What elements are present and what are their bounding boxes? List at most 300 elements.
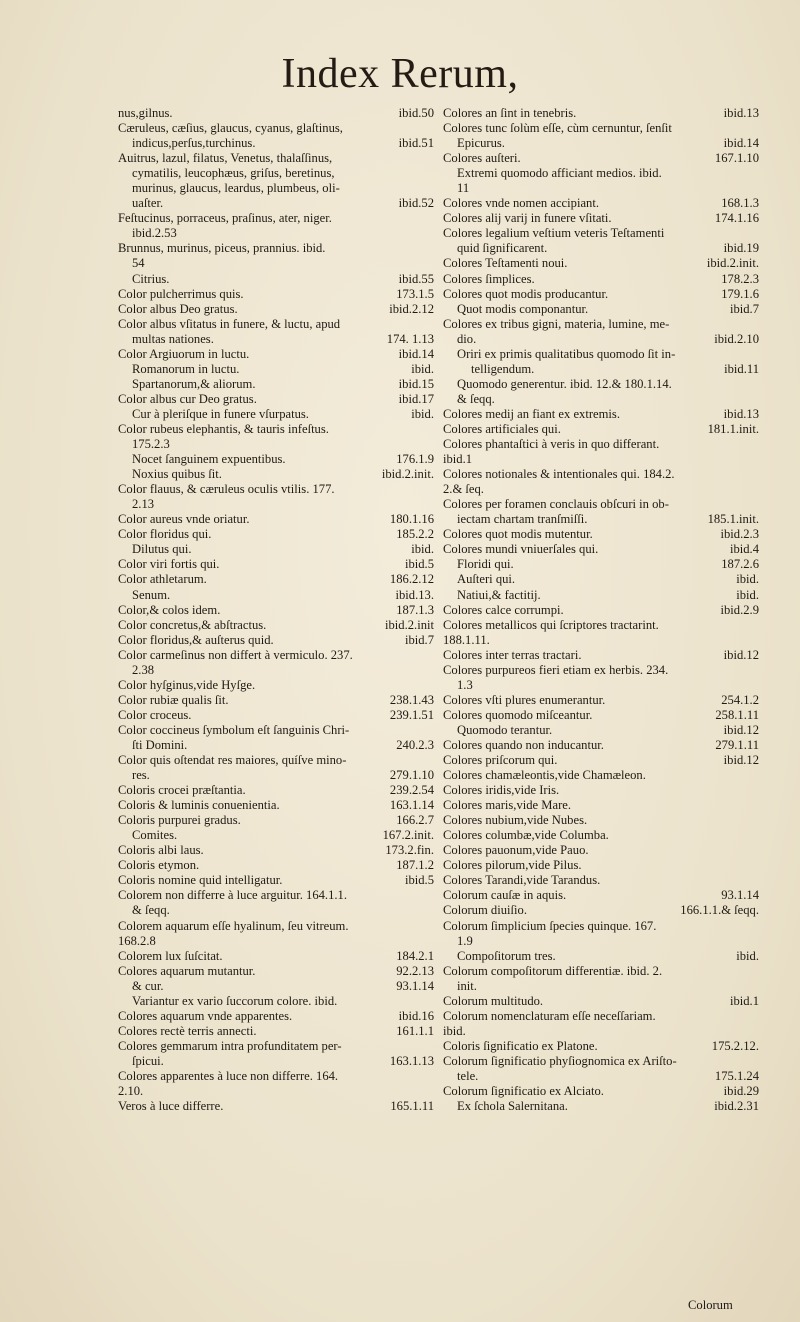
entry-text: Coloris crocei præſtantia. <box>118 783 246 798</box>
entry-text: Spartanorum,& aliorum. <box>132 376 256 391</box>
entry-reference: 176.1.9 <box>396 452 434 467</box>
index-entry <box>118 979 434 994</box>
entry-reference: 167.1.10 <box>714 151 759 166</box>
index-entry <box>118 648 434 663</box>
entry-text: Color albus Deo gratus. <box>118 301 238 316</box>
entry-text: & ſeqq. <box>457 391 495 406</box>
index-entry <box>118 226 434 241</box>
index-entry <box>118 302 434 317</box>
entry-text: Color floridus,& auſterus quid. <box>118 632 274 647</box>
index-entry <box>443 768 759 783</box>
entry-reference: ibid.29 <box>723 1084 759 1099</box>
entry-text: Colores nubium,vide Nubes. <box>443 813 588 828</box>
index-entry <box>443 888 759 903</box>
entry-text: Colores rectè terris annecti. <box>118 1023 257 1038</box>
index-entry <box>443 392 759 407</box>
entry-reference: 93.1.14 <box>721 888 759 903</box>
entry-text: 2.38 <box>132 662 155 677</box>
entry-reference: ibid. <box>411 406 434 421</box>
index-entry <box>443 106 759 121</box>
entry-text: Color concretus,& abſtractus. <box>118 617 267 632</box>
entry-reference: ibid.2.init. <box>381 467 434 482</box>
entry-text: Coloris purpurei gradus. <box>118 813 241 828</box>
entry-reference: 187.1.3 <box>396 602 434 617</box>
index-entry <box>443 843 759 858</box>
entry-text: Coloris albi laus. <box>118 843 204 858</box>
index-entry <box>443 964 759 979</box>
index-entry <box>118 392 434 407</box>
entry-text: & ſeqq. <box>132 903 170 918</box>
index-entry <box>443 347 759 362</box>
index-entry <box>118 407 434 422</box>
index-entry <box>118 347 434 362</box>
index-entry <box>443 1024 759 1039</box>
index-entry <box>443 979 759 994</box>
index-entry <box>443 407 759 422</box>
entry-text: Coloris nomine quid intelligatur. <box>118 873 283 888</box>
entry-text: Colorum ſignificatio ex Alciato. <box>443 1084 604 1099</box>
entry-reference: ibid. <box>736 948 759 963</box>
index-entry <box>118 106 434 121</box>
index-entry <box>118 181 434 196</box>
entry-text: Color croceus. <box>118 707 192 722</box>
index-entry <box>443 332 759 347</box>
entry-reference: ibid. <box>411 361 434 376</box>
index-entry <box>443 934 759 949</box>
index-entry <box>443 783 759 798</box>
entry-text: res. <box>132 768 150 783</box>
index-entry <box>443 151 759 166</box>
entry-reference: 254.1.2 <box>721 692 759 707</box>
index-entry <box>118 332 434 347</box>
entry-text: Colores inter terras tractari. <box>443 647 582 662</box>
entry-text: Colorem non differre à luce arguitur. 164.1.1. <box>118 888 347 903</box>
entry-reference: 163.1.14 <box>389 798 434 813</box>
entry-text: Colores aquarum vnde apparentes. <box>118 1008 293 1023</box>
index-entry <box>443 377 759 392</box>
entry-text: Variantur ex vario ſuccorum colore. ibid. <box>132 993 338 1008</box>
entry-reference: 238.1.43 <box>389 692 434 707</box>
entry-reference: ibid. <box>736 572 759 587</box>
entry-text: Colores calce corrumpi. <box>443 602 564 617</box>
index-entry <box>443 873 759 888</box>
index-entry <box>118 377 434 392</box>
entry-text: Colores maris,vide Mare. <box>443 798 572 813</box>
entry-text: 175.2.3 <box>132 437 170 452</box>
index-entry <box>443 1054 759 1069</box>
entry-text: Color quis oſtendat res maiores, quíſve mino- <box>118 753 347 768</box>
entry-reference: ibid.2.init. <box>706 256 759 271</box>
entry-text: 1.9 <box>457 933 473 948</box>
entry-text: Colorum ſignificatio phyſiognomica ex Ariſto- <box>443 1053 677 1068</box>
index-entry <box>118 572 434 587</box>
entry-reference: 185.2.2 <box>396 527 434 542</box>
entry-text: telligendum. <box>471 361 535 376</box>
entry-text: ibid.2.53 <box>132 226 177 241</box>
index-entry <box>443 693 759 708</box>
index-entry <box>443 256 759 271</box>
entry-reference: 168.1.3 <box>721 196 759 211</box>
index-entry <box>443 542 759 557</box>
index-entry <box>118 858 434 873</box>
entry-reference: 163.1.13 <box>389 1053 434 1068</box>
index-entry <box>443 858 759 873</box>
index-entry <box>443 437 759 452</box>
right-column <box>443 106 759 1114</box>
entry-text: iectam chartam tranſmiſſi. <box>457 512 588 527</box>
entry-text: Oriri ex primis qualitatibus quomodo ſit in- <box>457 346 676 361</box>
index-entry <box>118 678 434 693</box>
entry-text: Colores auſteri. <box>443 151 521 166</box>
entry-text: Quomodo generentur. ibid. 12.& 180.1.14. <box>457 376 672 391</box>
index-entry <box>443 648 759 663</box>
entry-reference: 186.2.12 <box>389 572 434 587</box>
index-entry <box>443 919 759 934</box>
entry-text: Brunnus, murinus, piceus, prannius. ibid. <box>118 241 326 256</box>
index-entry <box>443 241 759 256</box>
entry-text: Colorum nomenclaturam eſſe neceſſariam. <box>443 1008 656 1023</box>
entry-text: Colores purpureos fieri etiam ex herbis. 234. <box>443 662 669 677</box>
index-entry <box>443 121 759 136</box>
entry-text: Colores an ſint in tenebris. <box>443 106 577 120</box>
index-entry <box>443 272 759 287</box>
index-entry <box>118 1084 434 1099</box>
entry-reference: 175.1.24 <box>714 1069 759 1083</box>
entry-reference: 174.1.16 <box>714 211 759 226</box>
index-entry <box>118 272 434 287</box>
entry-text: Colorum diuiſio. <box>443 903 527 918</box>
entry-text: Color albus cur Deo gratus. <box>118 391 257 406</box>
entry-reference: 173.1.5 <box>396 286 434 301</box>
entry-text: Color hyſginus,vide Hyſge. <box>118 677 256 692</box>
index-entry <box>118 813 434 828</box>
entry-reference: 173.2.fin. <box>385 843 434 858</box>
entry-reference: ibid.13 <box>723 406 759 421</box>
entry-reference: ibid.50 <box>398 106 434 120</box>
entry-text: Natiui,& factitij. <box>457 587 541 602</box>
index-entry <box>118 1024 434 1039</box>
entry-text: Noxius quibus ſit. <box>132 467 222 482</box>
entry-text: 54 <box>132 256 145 271</box>
entry-text: Colores aquarum mutantur. <box>118 963 256 978</box>
entry-text: Colores quomodo miſceantur. <box>443 707 593 722</box>
entry-reference: 185.1.init. <box>707 512 759 527</box>
index-entry <box>443 588 759 603</box>
entry-text: Colorem lux ſuſcitat. <box>118 948 223 963</box>
entry-reference: ibid.7 <box>404 632 434 647</box>
entry-text: Colorum compoſitorum differentiæ. ibid. 2. <box>443 963 663 978</box>
entry-text: Color coccineus ſymbolum eſt ſanguinis Chri- <box>118 722 350 737</box>
index-entry <box>118 452 434 467</box>
index-entry <box>118 136 434 151</box>
entry-reference: ibid.4 <box>729 542 759 557</box>
entry-reference: 166.2.7 <box>396 813 434 828</box>
index-entry <box>118 497 434 512</box>
entry-reference: 93.1.14 <box>396 978 434 993</box>
index-entry <box>118 1039 434 1054</box>
entry-text: Colores notionales & intentionales qui. 184.2. <box>443 467 675 482</box>
entry-reference: ibid.11 <box>724 361 759 376</box>
index-entry <box>118 437 434 452</box>
entry-text: Colores artificiales qui. <box>443 421 561 436</box>
entry-text: Colores legalium veſtium veteris Teſtamenti <box>443 226 665 241</box>
entry-text: Color aureus vnde oriatur. <box>118 512 250 527</box>
entry-reference: ibid.52 <box>398 196 434 211</box>
entry-reference: ibid.51 <box>398 136 434 151</box>
index-entry <box>443 1039 759 1054</box>
index-entry <box>118 768 434 783</box>
index-entry <box>118 843 434 858</box>
entry-reference: 178.2.3 <box>721 271 759 286</box>
entry-reference: 240.2.3 <box>396 737 434 752</box>
entry-text: 1.3 <box>457 677 473 692</box>
entry-reference: ibid.17 <box>398 391 434 406</box>
index-entry <box>443 557 759 572</box>
index-entry <box>118 934 434 949</box>
entry-text: ibid. <box>443 1023 466 1038</box>
index-entry <box>118 919 434 934</box>
index-entry <box>118 1054 434 1069</box>
index-entry <box>443 422 759 437</box>
entry-reference: ibid.2.init <box>385 617 434 632</box>
index-entry <box>118 211 434 226</box>
index-entry <box>443 633 759 648</box>
index-entry <box>118 527 434 542</box>
index-entry <box>443 678 759 693</box>
entry-text: Color flauus, & cæruleus oculis vtilis. 177. <box>118 482 335 497</box>
entry-text: Compoſitorum tres. <box>457 948 556 963</box>
entry-text: Colores tunc ſolùm eſſe, cùm cernuntur, ſenſit <box>443 121 672 136</box>
entry-text: Colores medij an fiant ex extremis. <box>443 406 620 421</box>
entry-reference: ibid.2.3 <box>720 527 759 542</box>
entry-reference: ibid.13. <box>395 587 434 602</box>
entry-reference: ibid.2.9 <box>720 602 759 617</box>
index-entry <box>443 572 759 587</box>
index-entry <box>443 527 759 542</box>
entry-reference: 258.1.11 <box>715 707 759 722</box>
entry-text: Auitrus, lazul, filatus, Venetus, thalaſſinus, <box>118 151 333 166</box>
entry-reference: 279.1.10 <box>389 768 434 783</box>
entry-text: Colores metallicos qui ſcriptores tractarint. <box>443 617 659 632</box>
index-entry <box>443 1099 759 1114</box>
entry-reference: ibid.14 <box>723 136 759 151</box>
index-entry <box>118 828 434 843</box>
entry-reference: 181.1.init. <box>707 421 759 436</box>
entry-text: Color pulcherrimus quis. <box>118 286 244 301</box>
index-entry <box>443 813 759 828</box>
index-entry <box>118 121 434 136</box>
entry-reference: ibid.12 <box>723 722 759 737</box>
entry-reference: 166.1.1.& ſeqq. <box>680 903 759 918</box>
index-entry <box>118 633 434 648</box>
index-entry <box>443 798 759 813</box>
index-entry <box>443 497 759 512</box>
entry-text: Colores columbæ,vide Columba. <box>443 828 609 843</box>
entry-text: Coloris ſignificatio ex Platone. <box>443 1038 598 1053</box>
entry-reference: 165.1.11 <box>390 1099 434 1114</box>
entry-reference: 239.2.54 <box>389 783 434 798</box>
index-entry <box>118 753 434 768</box>
index-entry <box>118 362 434 377</box>
index-entry <box>443 166 759 181</box>
entry-reference: 239.1.51 <box>389 707 434 722</box>
entry-reference: ibid.5 <box>404 873 434 888</box>
entry-text: Cur à pleriſque in funere vſurpatus. <box>132 406 309 421</box>
entry-reference: ibid.2.10 <box>714 331 759 346</box>
index-entry <box>118 663 434 678</box>
entry-text: Colores vnde nomen accipiant. <box>443 196 599 211</box>
entry-text: Floridi qui. <box>457 557 514 572</box>
entry-reference: ibid.12 <box>723 647 759 662</box>
entry-reference: 179.1.6 <box>721 286 759 301</box>
index-entry <box>118 1069 434 1084</box>
entry-text: Extremi quomodo afficiant medios. ibid. <box>457 166 662 181</box>
entry-text: Colores Tarandi,vide Tarandus. <box>443 873 601 888</box>
entry-reference: 184.2.1 <box>396 948 434 963</box>
entry-text: 11 <box>457 181 470 196</box>
index-entry <box>118 873 434 888</box>
entry-reference: ibid.7 <box>729 301 759 316</box>
index-entry <box>443 181 759 196</box>
entry-reference: ibid. <box>736 587 759 602</box>
index-entry <box>443 618 759 633</box>
index-entry <box>118 1099 434 1114</box>
entry-text: 188.1.11. <box>443 632 490 647</box>
index-entry <box>443 452 759 467</box>
left-column <box>118 106 434 1114</box>
index-entry <box>443 753 759 768</box>
index-entry <box>118 723 434 738</box>
index-entry <box>443 482 759 497</box>
index-entry <box>118 783 434 798</box>
index-entry <box>443 211 759 226</box>
index-entry <box>118 949 434 964</box>
entry-text: Colores pauonum,vide Pauo. <box>443 843 589 858</box>
entry-reference: ibid.1 <box>729 993 759 1008</box>
entry-text: Colores vſti plures enumerantur. <box>443 692 606 707</box>
entry-text: tele. <box>457 1069 479 1083</box>
entry-text: Quomodo terantur. <box>457 722 553 737</box>
entry-text: Color rubeus elephantis, & tauris infeſtus. <box>118 421 329 436</box>
entry-text: murinus, glaucus, leardus, plumbeus, oli- <box>132 181 340 196</box>
index-entry <box>118 317 434 332</box>
entry-text: Colores quando non inducantur. <box>443 737 604 752</box>
index-entry <box>118 422 434 437</box>
entry-text: Colores quot modis producantur. <box>443 286 609 301</box>
entry-reference: 187.1.2 <box>396 858 434 873</box>
entry-text: Colorum ſimplicium ſpecies quinque. 167. <box>443 918 657 933</box>
entry-text: Colores quot modis mutentur. <box>443 527 593 542</box>
entry-text: Ex ſchola Salernitana. <box>457 1099 568 1114</box>
entry-reference: 187.2.6 <box>721 557 759 572</box>
entry-text: Colorem aquarum eſſe hyalinum, ſeu vitreum. <box>118 918 349 933</box>
entry-text: Color rubiæ qualis ſit. <box>118 692 229 707</box>
entry-text: Color viri fortis qui. <box>118 557 220 572</box>
index-entry <box>443 738 759 753</box>
index-entry <box>118 693 434 708</box>
index-entry <box>118 903 434 918</box>
index-entry <box>443 903 759 918</box>
entry-text: quid ſignificarent. <box>457 241 548 256</box>
entry-text: Color Argiuorum in luctu. <box>118 346 250 361</box>
entry-text: cymatilis, leucophæus, griſus, beretinus, <box>132 166 335 181</box>
entry-text: multas nationes. <box>132 331 214 346</box>
entry-text: Citrius. <box>132 271 170 286</box>
index-entry <box>118 287 434 302</box>
index-entry <box>443 723 759 738</box>
entry-text: nus,gilnus. <box>118 106 173 120</box>
entry-reference: 161.1.1 <box>396 1023 434 1038</box>
index-entry <box>118 151 434 166</box>
index-entry <box>118 708 434 723</box>
entry-reference: ibid.2.12 <box>389 301 434 316</box>
index-entry <box>118 888 434 903</box>
entry-text: 2.13 <box>132 497 155 512</box>
entry-reference: ibid.55 <box>398 271 434 286</box>
entry-text: Coloris etymon. <box>118 858 200 873</box>
entry-text: Color albus vſitatus in funere, & luctu, apud <box>118 316 341 331</box>
index-entry <box>118 241 434 256</box>
page-title: Index Rerum, <box>281 51 519 97</box>
entry-text: Colores iridis,vide Iris. <box>443 783 560 798</box>
entry-text: Colores apparentes à luce non differre. 164. <box>118 1069 339 1083</box>
entry-text: & cur. <box>132 978 164 993</box>
entry-text: Auſteri qui. <box>457 572 516 587</box>
index-entry <box>118 618 434 633</box>
entry-text: ſti Domini. <box>132 737 188 752</box>
entry-text: Colores mundi vniuerſales qui. <box>443 542 599 557</box>
entry-text: Cæruleus, cæſius, glaucus, cyanus, glaſtinus, <box>118 121 343 136</box>
entry-text: Coloris & luminis conuenientia. <box>118 798 280 813</box>
index-entry <box>118 482 434 497</box>
index-entry <box>118 738 434 753</box>
entry-text: Veros à luce differre. <box>118 1099 224 1114</box>
index-entry <box>443 287 759 302</box>
entry-reference: ibid. <box>411 542 434 557</box>
entry-reference: 279.1.11 <box>715 737 759 752</box>
index-entry <box>118 994 434 1009</box>
entry-text: Quot modis componantur. <box>457 301 589 316</box>
entry-reference: 180.1.16 <box>389 512 434 527</box>
entry-text: Colores per foramen conclauis obſcuri in ob- <box>443 497 669 512</box>
index-entry <box>443 317 759 332</box>
entry-text: Feſtucinus, porraceus, praſinus, ater, niger. <box>118 211 332 226</box>
entry-text: Color,& colos idem. <box>118 602 221 617</box>
index-entry <box>443 362 759 377</box>
index-entry <box>118 542 434 557</box>
entry-text: Colores priſcorum qui. <box>443 753 558 768</box>
entry-text: Senum. <box>132 587 171 602</box>
index-entry <box>443 828 759 843</box>
entry-text: dio. <box>457 331 477 346</box>
index-entry <box>443 512 759 527</box>
entry-text: Colores ſimplices. <box>443 271 535 286</box>
index-entry <box>443 196 759 211</box>
index-entry <box>443 663 759 678</box>
index-entry <box>118 196 434 211</box>
index-entry <box>118 798 434 813</box>
entry-text: indicus,perſus,turchinus. <box>132 136 256 151</box>
entry-text: Colores Teſtamenti noui. <box>443 256 568 271</box>
entry-reference: 175.2.12. <box>711 1038 759 1053</box>
entry-text: 168.2.8 <box>118 933 156 948</box>
index-entry <box>443 708 759 723</box>
index-entry <box>443 1084 759 1099</box>
index-entry <box>118 588 434 603</box>
index-entry <box>118 557 434 572</box>
index-entry <box>443 994 759 1009</box>
entry-reference: ibid.12 <box>723 753 759 768</box>
